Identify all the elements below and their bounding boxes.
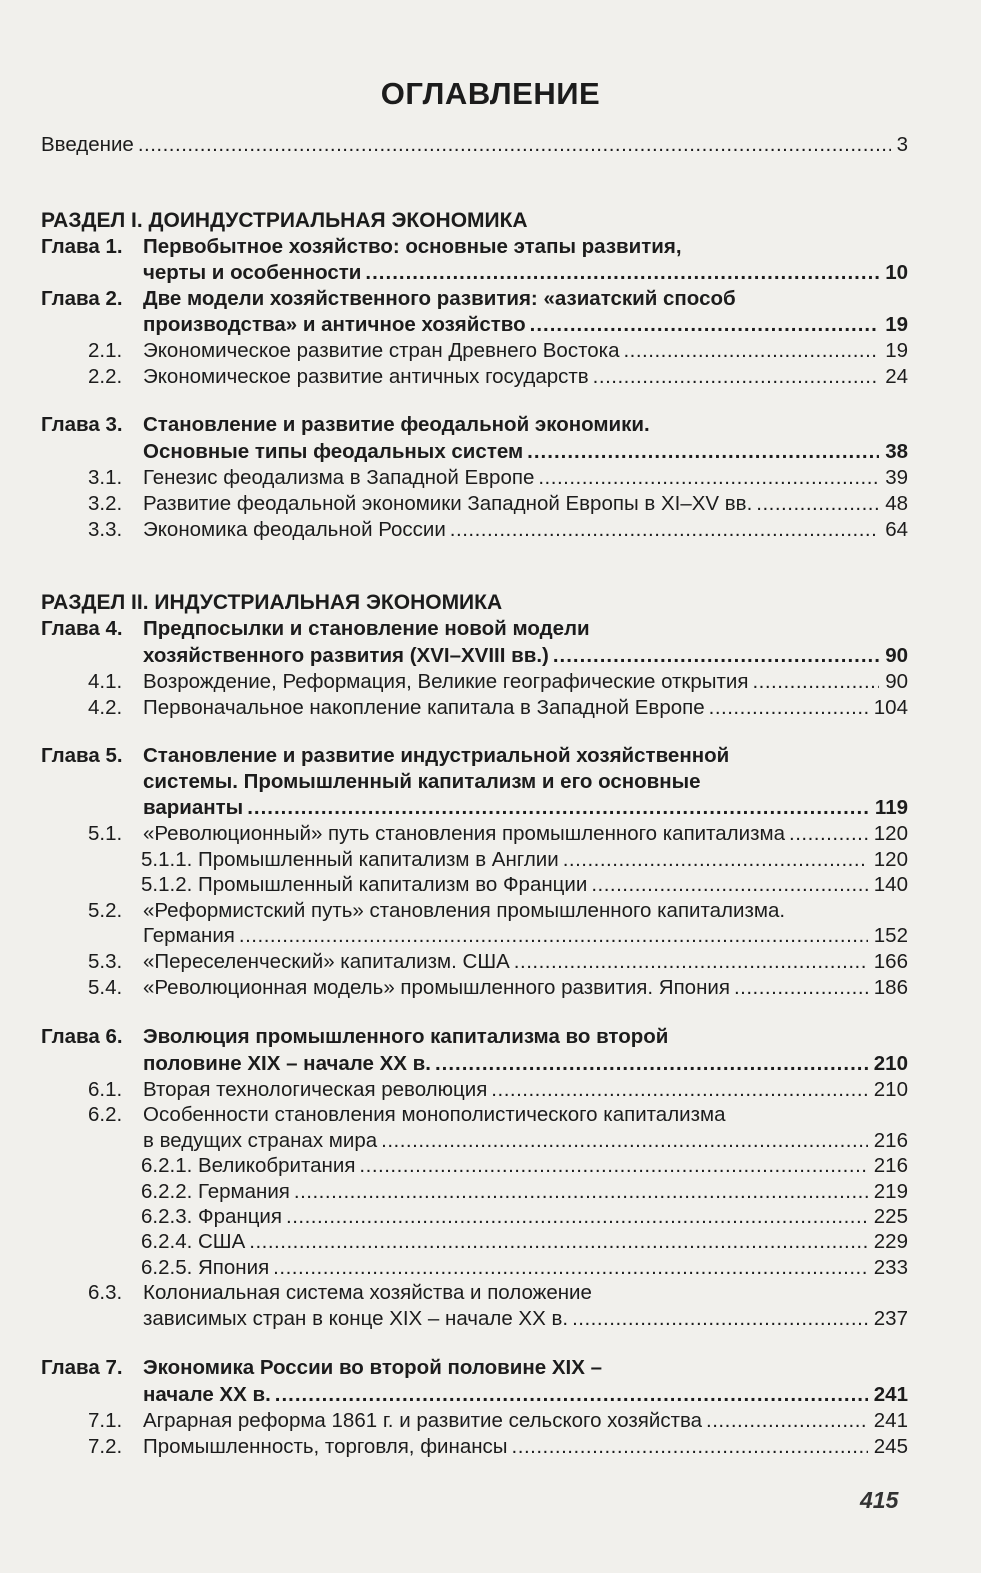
leader-dots	[527, 438, 879, 465]
toc-entry	[0, 974, 908, 1001]
chapter-number: Глава 4.	[41, 617, 123, 640]
entry-title: Основные типы феодальных систем	[143, 440, 524, 463]
leader-dots	[286, 1203, 868, 1230]
toc-entry	[0, 337, 908, 364]
toc-line-text: Две модели хозяйственного развития: «азиатский способ	[143, 287, 736, 310]
toc-entry	[0, 490, 908, 517]
entry-number: 6.2.	[88, 1103, 123, 1127]
entry-page-number: 140	[873, 873, 908, 897]
toc-line-text: Экономика России во второй половине XIX –	[143, 1356, 602, 1379]
toc-entry	[0, 1407, 908, 1434]
leader-dots	[756, 490, 879, 517]
toc-line-text: Становление и развитие феодальной экономики.	[143, 413, 650, 436]
leader-dots	[239, 922, 868, 949]
chapter-title	[0, 438, 908, 465]
leader-dots	[491, 1076, 867, 1103]
toc-subentry	[0, 1178, 908, 1205]
toc-entry	[0, 694, 908, 721]
toc-subentry	[0, 871, 908, 898]
chapter-title	[0, 311, 908, 338]
entry-page-number: 90	[885, 670, 908, 693]
entry-title: 5.1.1. Промышленный капитализм в Англии	[141, 847, 559, 871]
entry-number: 5.2.	[88, 898, 123, 922]
entry-page-number: 39	[885, 466, 908, 489]
chapter-title	[0, 1050, 908, 1077]
toc-subentry	[0, 1228, 908, 1255]
toc-line-text: Эволюция промышленного капитализма во второй	[143, 1025, 669, 1048]
entry-number: 5.3.	[88, 950, 123, 973]
entry-number: 3.2.	[88, 492, 123, 515]
leader-dots	[359, 1152, 867, 1179]
chapter-number: Глава 7.	[41, 1356, 123, 1379]
entry-title: в ведущих странах мира	[143, 1128, 378, 1152]
leader-dots	[706, 1407, 868, 1434]
entry-title: варианты	[143, 796, 244, 819]
chapter-number: Глава 1.	[41, 235, 123, 258]
chapter-title	[0, 794, 908, 821]
toc-entry	[0, 1076, 908, 1103]
entry-title: Генезис феодализма в Западной Европе	[143, 466, 535, 489]
entry-title: Колониальная система хозяйства и положение	[143, 1281, 592, 1305]
leader-dots	[275, 1381, 868, 1408]
entry-number: 2.1.	[88, 339, 123, 362]
leader-dots	[381, 1127, 868, 1154]
entry-title: «Переселенческий» капитализм. США	[143, 950, 510, 973]
leader-dots	[553, 642, 879, 669]
entry-title: Возрождение, Реформация, Великие географические открытия	[143, 670, 749, 693]
entry-title: 6.2.1. Великобритания	[141, 1154, 356, 1178]
entry-page-number: 19	[885, 313, 908, 336]
entry-number: 7.1.	[88, 1409, 123, 1432]
entry-number: 4.1.	[88, 670, 123, 693]
entry-title: 6.2.4. США	[141, 1230, 246, 1254]
entry-page-number: 225	[873, 1205, 908, 1228]
section-heading: РАЗДЕЛ I. ДОИНДУСТРИАЛЬНАЯ ЭКОНОМИКА	[41, 209, 528, 232]
entry-page-number: 237	[873, 1306, 908, 1330]
leader-dots	[512, 1433, 868, 1460]
toc-entry	[0, 464, 908, 491]
entry-title: 6.2.3. Франция	[141, 1205, 282, 1228]
entry-number: 3.3.	[88, 518, 123, 541]
chapter-title	[0, 259, 908, 286]
entry-page-number: 119	[874, 796, 908, 819]
entry-title: зависимых стран в конце XIX – начале XX в.	[143, 1306, 569, 1330]
leader-dots	[273, 1254, 868, 1281]
entry-title: «Революционный» путь становления промышленного капитализма	[143, 822, 785, 845]
entry-page-number: 245	[873, 1435, 908, 1458]
entry-page-number: 166	[873, 950, 908, 973]
entry-title: Введение	[41, 133, 134, 156]
toc-entry	[0, 516, 908, 543]
toc-subentry	[0, 1152, 908, 1179]
leader-dots	[249, 1228, 868, 1255]
entry-page-number: 210	[873, 1052, 908, 1075]
entry-page-number: 120	[873, 822, 908, 845]
entry-page-number: 24	[885, 365, 908, 388]
chapter-title	[0, 1381, 908, 1408]
entry-page-number: 241	[873, 1409, 908, 1432]
leader-dots	[294, 1178, 868, 1205]
toc-line-text: Становление и развитие индустриальной хозяйственной	[143, 744, 730, 767]
leader-dots	[572, 1305, 868, 1332]
entry-title: «Реформистский путь» становления промышленного капитализма.	[143, 898, 786, 922]
entry-title: 5.1.2. Промышленный капитализм во Франции	[141, 873, 588, 897]
entry-page-number: 152	[873, 924, 908, 948]
entry-title: хозяйственного развития (XVI–XVIII вв.)	[143, 644, 549, 667]
entry-number: 2.2.	[88, 365, 123, 388]
entry-number: 5.1.	[88, 822, 123, 845]
leader-dots	[365, 259, 879, 286]
toc-subentry	[0, 1254, 908, 1281]
entry-title: Германия	[143, 924, 235, 948]
leader-dots	[530, 311, 880, 338]
leader-dots	[538, 464, 879, 491]
leader-dots	[591, 871, 867, 898]
entry-title: черты и особенности	[143, 261, 362, 284]
entry-title: Промышленность, торговля, финансы	[143, 1435, 508, 1458]
entry-page-number: 233	[873, 1255, 908, 1279]
leader-dots	[247, 794, 869, 821]
entry-number: 4.2.	[88, 696, 123, 719]
section-heading: РАЗДЕЛ II. ИНДУСТРИАЛЬНАЯ ЭКОНОМИКА	[41, 591, 503, 614]
entry-page-number: 3	[896, 133, 908, 156]
entry-title: Первоначальное накопление капитала в Западной Европе	[143, 696, 705, 719]
entry-page-number: 229	[873, 1230, 908, 1254]
entry-page-number: 19	[885, 339, 908, 362]
entry-number: 5.4.	[88, 975, 123, 999]
leader-dots	[709, 694, 868, 721]
toc-entry	[0, 820, 908, 847]
entry-page-number: 219	[873, 1179, 908, 1203]
toc-entry	[0, 363, 908, 390]
toc-line-text: Предпосылки и становление новой модели	[143, 617, 590, 640]
toc-line-text: Первобытное хозяйство: основные этапы развития,	[143, 235, 682, 258]
entry-title: Аграрная реформа 1861 г. и развитие сельского хозяйства	[143, 1409, 703, 1432]
entry-title: начале XX в.	[143, 1383, 271, 1406]
leader-dots	[138, 131, 891, 158]
toc-entry	[0, 1433, 908, 1460]
toc-entry	[0, 1127, 908, 1154]
leader-dots	[734, 974, 868, 1001]
entry-number: 6.3.	[88, 1281, 123, 1305]
entry-title: Вторая технологическая революция	[143, 1078, 488, 1101]
entry-page-number: 10	[885, 261, 908, 284]
entry-title: Экономическое развитие стран Древнего Востока	[143, 339, 620, 362]
toc-subentry	[0, 846, 908, 873]
entry-title: половине XIX – начале XX в.	[143, 1052, 431, 1075]
entry-title: «Революционная модель» промышленного развития. Япония	[143, 975, 730, 999]
entry-title: Развитие феодальной экономики Западной Европы в XI–XV вв.	[143, 492, 753, 515]
entry-title: 6.2.5. Япония	[141, 1255, 270, 1279]
toc-entry	[0, 922, 908, 949]
entry-page-number: 38	[885, 440, 908, 463]
page-number: 415	[860, 1487, 899, 1513]
entry-title: Экономика феодальной России	[143, 518, 446, 541]
entry-number: 7.2.	[88, 1435, 123, 1458]
entry-page-number: 90	[885, 644, 908, 667]
leader-dots	[514, 948, 868, 975]
entry-page-number: 216	[873, 1128, 908, 1152]
page-title: ОГЛАВЛЕНИЕ	[380, 76, 601, 111]
chapter-title	[0, 642, 908, 669]
leader-dots	[450, 516, 879, 543]
chapter-number: Глава 3.	[41, 413, 123, 436]
entry-title: Экономическое развитие античных государств	[143, 365, 589, 388]
entry-title: производства» и античное хозяйство	[143, 313, 526, 336]
leader-dots	[435, 1050, 868, 1077]
toc-subentry	[0, 1203, 908, 1230]
leader-dots	[593, 363, 880, 390]
leader-dots	[623, 337, 879, 364]
toc-line-text: системы. Промышленный капитализм и его основные	[143, 770, 701, 793]
entry-title: Особенности становления монополистического капитализма	[143, 1103, 726, 1127]
toc-entry	[0, 948, 908, 975]
entry-number: 3.1.	[88, 466, 123, 489]
toc-entry	[0, 1305, 908, 1332]
entry-page-number: 210	[873, 1078, 908, 1101]
leader-dots	[563, 846, 868, 873]
intro-entry	[0, 131, 908, 158]
entry-page-number: 186	[873, 975, 908, 999]
leader-dots	[789, 820, 868, 847]
entry-page-number: 104	[873, 696, 908, 719]
leader-dots	[752, 668, 879, 695]
chapter-number: Глава 5.	[41, 744, 123, 767]
toc-entry	[0, 668, 908, 695]
entry-page-number: 64	[885, 518, 908, 541]
chapter-number: Глава 6.	[41, 1025, 123, 1048]
entry-title: 6.2.2. Германия	[141, 1179, 290, 1203]
entry-page-number: 241	[873, 1383, 908, 1406]
entry-page-number: 216	[873, 1154, 908, 1178]
chapter-number: Глава 2.	[41, 287, 123, 310]
entry-number: 6.1.	[88, 1078, 123, 1101]
entry-page-number: 48	[885, 492, 908, 515]
entry-page-number: 120	[873, 847, 908, 871]
